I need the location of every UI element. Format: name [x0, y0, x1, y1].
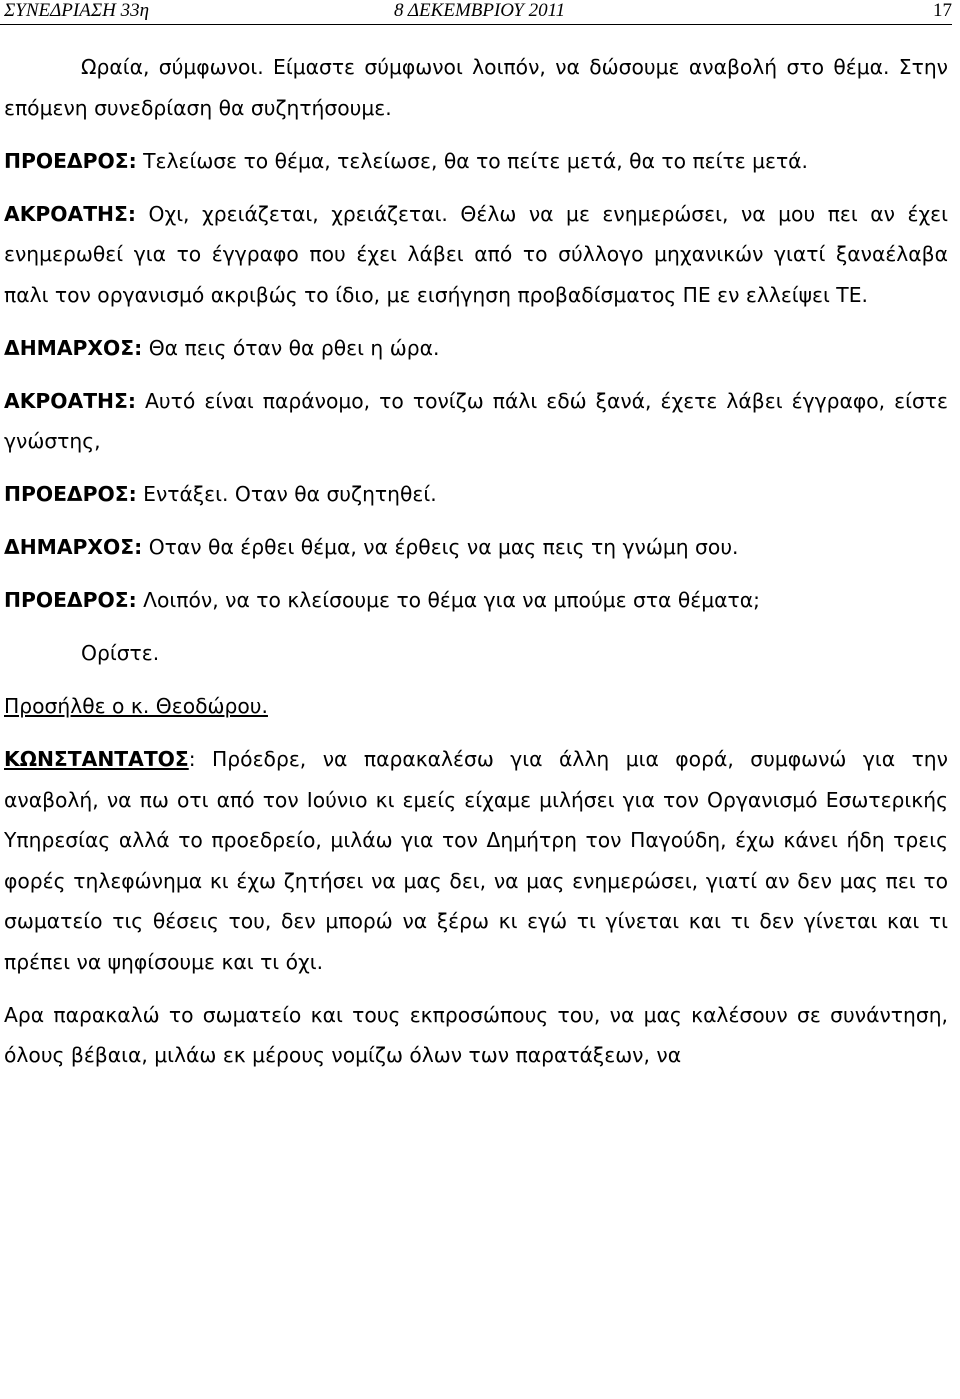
speaker-name: ΑΚΡΟΑΤΗΣ:: [4, 201, 136, 226]
paragraph-text: Λοιπόν, να το κλείσουμε το θέμα για να μπούμε στα θέματα;: [136, 588, 760, 612]
paragraph: [4, 527, 948, 568]
paragraph-text: Οχι, χρειάζεται, χρειάζεται. Θέλω να με ενημερώσει, να μου πει αν έχει ενημερωθεί για το έγγραφο που έχει λάβει από το σύλλογο μηχανικών γιατί ξαναέλαβα παλι τον οργανισμό ακριβώς το ίδιο, με εισήγηση προβαδίσματος ΠΕ εν ελλείψει ΤΕ.: [4, 201, 948, 307]
speaker-name: ΔΗΜΑΡΧΟΣ:: [4, 335, 143, 360]
paragraph-text: Οταν θα έρθει θέμα, να έρθεις να μας πεις τη γνώμη σου.: [142, 535, 739, 559]
page-header: [0, 0, 960, 26]
paragraph: [4, 474, 948, 515]
paragraph: [4, 328, 948, 369]
speaker-name: ΠΡΟΕΔΡΟΣ:: [4, 148, 137, 173]
page-number: 17: [933, 0, 952, 21]
paragraph: [4, 381, 948, 462]
paragraph-text: Αρα παρακαλώ το σωματείο και τους εκπροσώπους του, να μας καλέσουν σε συνάντηση, όλους βέβαια, μιλάω εκ μέρους νομίζω όλων των παρατάξεων, να: [4, 1002, 948, 1067]
attendance-text: Προσήλθε ο κ. Θεοδώρου.: [4, 694, 268, 718]
transcript-body: [4, 47, 948, 1088]
paragraph-text: : Πρόεδρε, να παρακαλέσω για άλλη μια φορά, συμφωνώ για την αναβολή, να πω οτι από τον Ιούνιο κι εμείς είχαμε μιλήσει για τον Οργανισμό Εσωτερικής Υπηρεσίας αλλά το προεδρείο, μιλάω για τον Δημήτρη τον Παγούδη, έχω κάνει ήδη τρεις φορές τηλεφώνημα κι έχω ζητήσει να μας δει, να μας ενημερώσει, γιατί αν δεν μας πει το σωματείο τις θέσεις του, δεν μπορώ να ξέρω κι εγώ τι γίνεται και τι δεν γίνεται και τι πρέπει να ψηφίσουμε και τι όχι.: [4, 747, 948, 974]
paragraph-text: Ωραία, σύμφωνοι. Είμαστε σύμφωνοι λοιπόν, να δώσουμε αναβολή στο θέμα. Στην επόμενη συνεδρίαση θα συζητήσουμε.: [4, 55, 948, 120]
header-rule: [0, 24, 952, 25]
speaker-name: ΑΚΡΟΑΤΗΣ:: [4, 388, 136, 413]
paragraph-text: Αυτό είναι παράνομο, το τονίζω πάλι εδώ ξανά, έχετε λάβει έγγραφο, είστε γνώστης,: [4, 388, 948, 453]
speaker-name: ΠΡΟΕΔΡΟΣ:: [4, 588, 137, 612]
attendance-note: [4, 686, 948, 727]
paragraph-text: Ορίστε.: [81, 641, 160, 665]
paragraph-text: Τελείωσε το θέμα, τελείωσε, θα το πείτε μετά, θα το πείτε μετά.: [136, 148, 808, 173]
speaker-name: ΠΡΟΕΔΡΟΣ:: [4, 482, 137, 506]
session-date: 8 ΔΕΚΕΜΒΡΙΟΥ 2011: [394, 0, 566, 21]
paragraph: [4, 739, 948, 982]
paragraph: [4, 141, 948, 182]
paragraph: [4, 580, 948, 621]
paragraph: [4, 194, 948, 316]
paragraph: [4, 995, 948, 1076]
paragraph-text: Θα πεις όταν θα ρθει η ώρα.: [142, 335, 440, 360]
speaker-name: ΚΩΝΣΤΑΝΤΑΤΟΣ: [4, 747, 189, 771]
session-label: ΣΥΝΕΔΡΙΑΣΗ 33η: [4, 0, 150, 21]
paragraph: [4, 47, 948, 128]
paragraph: [4, 633, 948, 674]
paragraph-text: Εντάξει. Οταν θα συζητηθεί.: [136, 482, 437, 506]
speaker-name: ΔΗΜΑΡΧΟΣ:: [4, 535, 143, 559]
